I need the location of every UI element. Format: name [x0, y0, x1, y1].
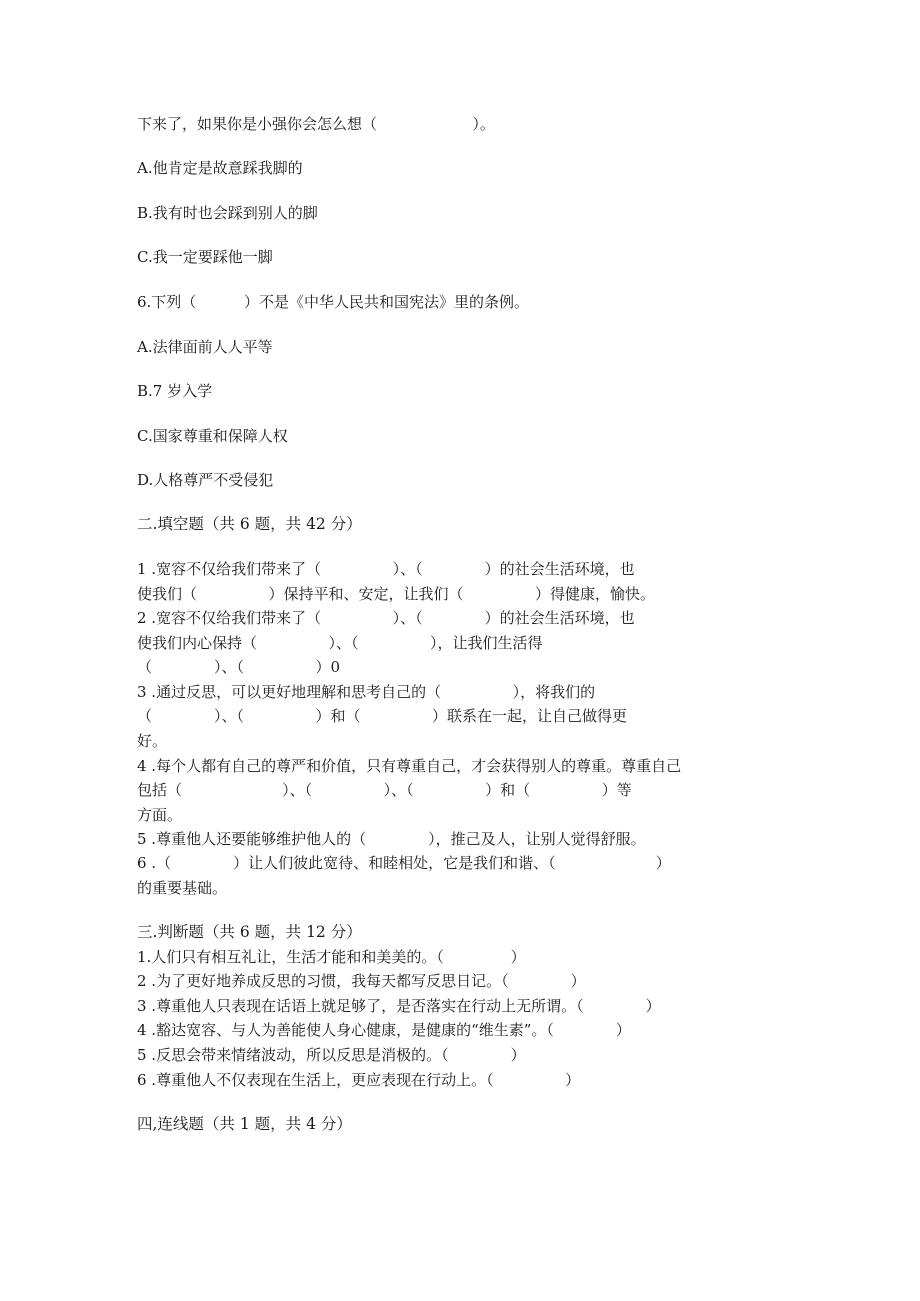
fill-line: 3 .通过反思，可以更好地理解和思考自己的（ ），将我们的 — [137, 683, 596, 701]
section-4-heading: 四,连线题（共 1 题，共 4 分） — [137, 1115, 352, 1133]
fill-line: 方面。 — [137, 806, 183, 824]
q6-option-c: C.国家尊重和保障人权 — [137, 427, 288, 445]
fill-line: （ ）、（ ）和（ ）联系在一起，让自己做得更 — [137, 707, 628, 725]
fill-line: 6 .（ ）让人们彼此宽待、和睦相处，它是我们和谐、（ ） — [137, 854, 671, 872]
q6-option-a: A.法律面前人人平等 — [137, 338, 273, 356]
fill-line: 2 .宽容不仅给我们带来了（ ）、（ ）的社会生活环境，也 — [137, 609, 635, 627]
section-3-heading: 三.判断题（共 6 题，共 12 分） — [137, 923, 362, 941]
fill-line: 1 .宽容不仅给我们带来了（ ）、（ ）的社会生活环境，也 — [137, 560, 635, 578]
fill-line: （ ）、（ ）0 — [137, 658, 341, 676]
judge-line: 3 .尊重他人只表现在话语上就足够了，是否落实在行动上无所谓。（ ） — [137, 997, 661, 1015]
fill-line: 好。 — [137, 732, 168, 750]
fill-line: 的重要基础。 — [137, 879, 228, 897]
fill-line: 使我们内心保持（ ）、（ ），让我们生活得 — [137, 634, 543, 652]
judge-line: 5 .反思会带来情绪波动，所以反思是消极的。（ ） — [137, 1046, 526, 1064]
q5-option-c: C.我一定要踩他一脚 — [137, 248, 273, 266]
judge-line: 1.人们只有相互礼让，生活才能和和美美的。（ ） — [137, 948, 526, 966]
fill-line: 使我们（ ）保持平和、安定，让我们（ ）得健康，愉快。 — [137, 585, 656, 603]
fill-line: 5 .尊重他人还要能够维护他人的（ ），推己及人，让别人觉得舒服。 — [137, 830, 646, 848]
fill-line: 4 .每个人都有自己的尊严和价值，只有尊重自己，才会获得别人的尊重。尊重自己 — [137, 757, 682, 775]
q5-option-a: A.他肯定是故意踩我脚的 — [137, 159, 303, 177]
question-5-tail: 下来了，如果你是小强你会怎么想（ ）。 — [137, 115, 495, 133]
q6-option-b: B.7 岁入学 — [137, 382, 213, 400]
q5-option-b: B.我有时也会踩到别人的脚 — [137, 204, 318, 222]
judge-line: 6 .尊重他人不仅表现在生活上，更应表现在行动上。（ ） — [137, 1071, 581, 1089]
judge-line: 4 .豁达宽容、与人为善能使人身心健康，是健康的“维生素”。（ ） — [137, 1021, 631, 1039]
section-2-heading: 二.填空题（共 6 题，共 42 分） — [137, 515, 362, 533]
judge-line: 2 .为了更好地养成反思的习惯，我每天都写反思日记。（ ） — [137, 972, 586, 990]
fill-line: 包括（ ）、（ ）、（ ）和（ ）等 — [137, 781, 632, 799]
question-6-stem: 6.下列（ ）不是《中华人民共和国宪法》里的条例。 — [137, 293, 529, 311]
q6-option-d: D.人格尊严不受侵犯 — [137, 471, 274, 489]
